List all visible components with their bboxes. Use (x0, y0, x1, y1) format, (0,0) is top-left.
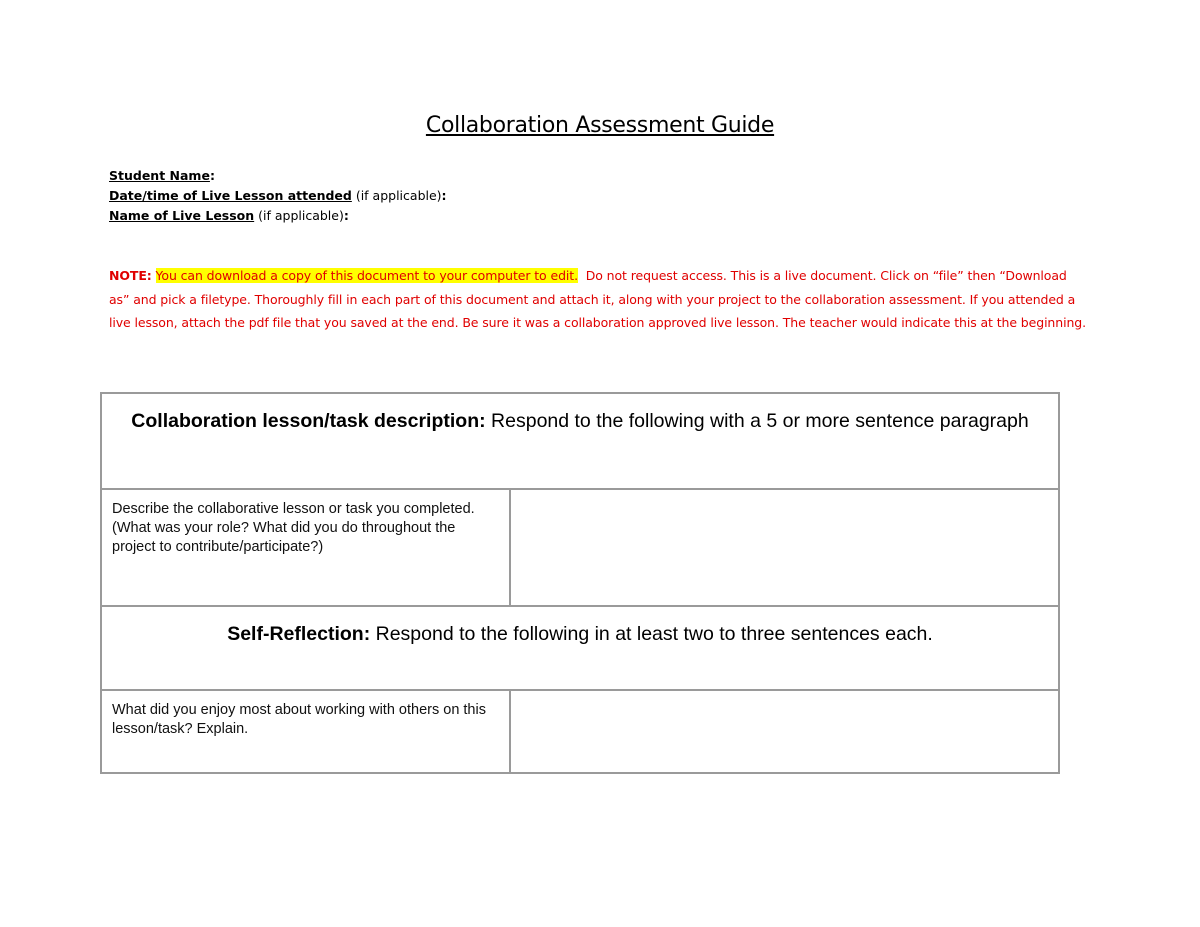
field-student-name[interactable]: Student Name: (109, 168, 215, 183)
assessment-table (100, 392, 1060, 774)
section-header-lesson-description: Collaboration lesson/task description: Respond to the following with a 5 or more sentence paragraph (100, 392, 1060, 490)
section-header-self-reflection: Self-Reflection: Respond to the following in at least two to three sentences each. (100, 605, 1060, 691)
note-body: Do not request access. This is a live document. Click on “file” then “Download as” and pick a filetype. Thoroughly fill in each part of this document and attach it, along with your project to the collaboration assessment. If you attended a live lesson, attach the pdf file that you saved at the end. Be sure it was a collaboration approved live lesson. The teacher would indicate this at the beginning. (109, 268, 1086, 330)
answer-cell-describe-lesson[interactable] (509, 488, 1060, 607)
answer-cell-enjoy-working[interactable] (509, 689, 1060, 774)
field-label: Date/time of Live Lesson attended (109, 188, 352, 203)
prompt-cell-enjoy-working: What did you enjoy most about working with others on this lesson/task? Explain. (100, 689, 511, 774)
document-title: Collaboration Assessment Guide (425, 113, 775, 138)
prompt-cell-describe-lesson: Describe the collaborative lesson or task you completed. (What was your role? What did you do throughout the project to contribute/participate?) (100, 488, 511, 607)
note-label: NOTE: (109, 268, 152, 283)
instructions-note (109, 264, 1089, 335)
student-info-fields (109, 166, 447, 226)
note-highlighted-text: You can download a copy of this document to your computer to edit. (155, 268, 578, 283)
field-label: Name of Live Lesson (109, 208, 255, 223)
field-live-lesson-datetime[interactable]: Date/time of Live Lesson attended (if applicable): (109, 188, 447, 203)
field-label: Student Name (109, 168, 210, 183)
field-live-lesson-name[interactable]: Name of Live Lesson (if applicable): (109, 208, 349, 223)
